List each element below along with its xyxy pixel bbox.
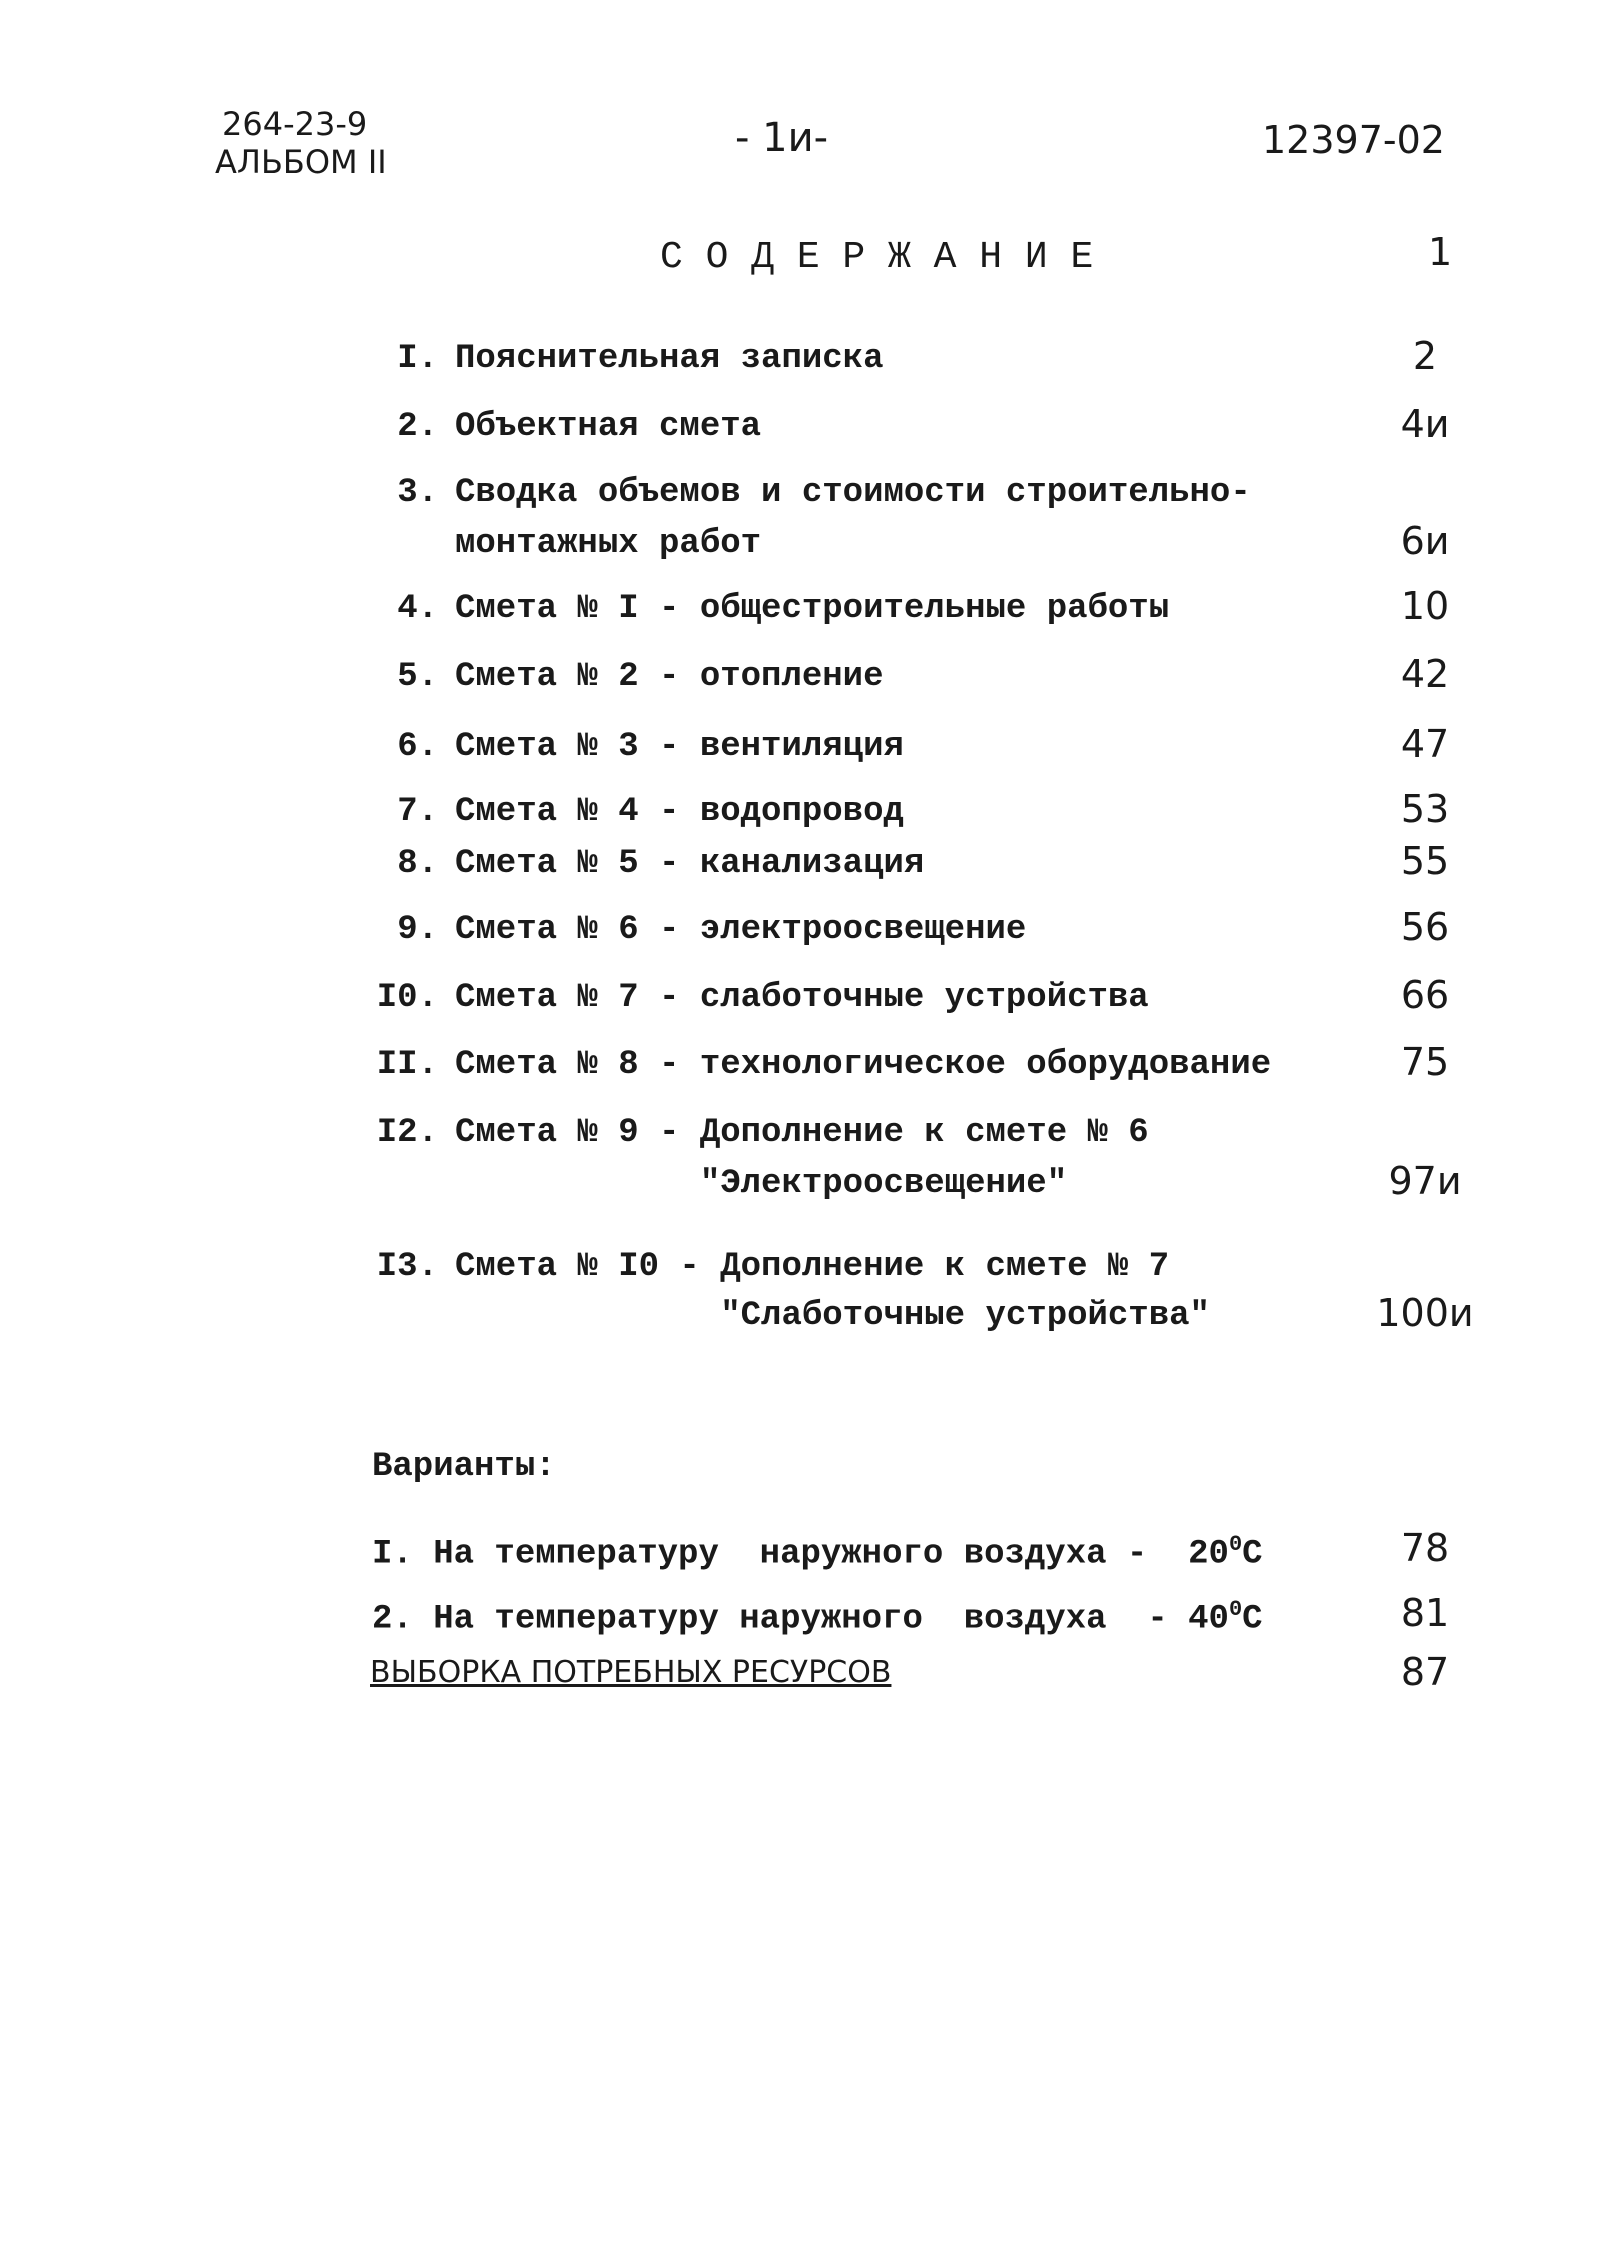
album-label: АЛЬБОМ II <box>215 143 387 181</box>
toc-item-title: Смета № 4 - водопровод <box>455 793 904 831</box>
toc-item-title: Объектная смета <box>455 408 762 446</box>
toc-item-number: 5. <box>397 658 438 696</box>
variant-page: 81 <box>1400 1591 1450 1635</box>
variants-heading: Варианты: <box>372 1448 556 1486</box>
toc-item-page: 42 <box>1400 652 1450 696</box>
toc-item-page: 66 <box>1400 973 1450 1017</box>
toc-item-page: 100и <box>1376 1291 1474 1335</box>
toc-item-page: 55 <box>1400 839 1450 883</box>
toc-item-title: Смета № I0 - Дополнение к смете № 7 <box>455 1248 1170 1286</box>
toc-item-title: "Электроосвещение" <box>455 1165 1068 1203</box>
toc-item-number: 8. <box>397 845 438 883</box>
toc-item-number: 7. <box>397 793 438 831</box>
toc-item-title: Смета № 9 - Дополнение к смете № 6 <box>455 1114 1149 1152</box>
toc-item-page: 6и <box>1400 519 1450 563</box>
toc-item-page: 47 <box>1400 722 1450 766</box>
page-title: С О Д Е Р Ж А Н И Е <box>660 236 1094 279</box>
document-number: 12397-02 <box>1262 118 1445 162</box>
degree-mark: 0 <box>1228 1597 1243 1622</box>
toc-item-number: 9. <box>397 911 438 949</box>
doc-code: 264-23-9 <box>222 105 368 143</box>
toc-item-number: 3. <box>397 474 438 512</box>
toc-item-page: 75 <box>1400 1040 1450 1084</box>
toc-item-title: Смета № 2 - отопление <box>455 658 884 696</box>
variant-text: 2. На температуру наружного воздуха - 40 <box>372 1600 1229 1639</box>
page-number: - 1и- <box>735 115 829 161</box>
toc-item-page: 53 <box>1400 787 1450 831</box>
toc-item-title: Смета № 7 - слаботочные устройства <box>455 979 1149 1017</box>
degree-mark: 0 <box>1228 1532 1243 1557</box>
toc-item-title: Сводка объемов и стоимости строительно- <box>455 474 1251 512</box>
variant-unit: С <box>1242 1535 1263 1574</box>
toc-item-title: Смета № 3 - вентиляция <box>455 728 904 766</box>
toc-item-page: 4и <box>1400 402 1450 446</box>
toc-item-title: "Слаботочные устройства" <box>455 1297 1210 1335</box>
toc-item-number: I2. <box>376 1114 438 1152</box>
toc-item-title: Смета № 8 - технологическое оборудование <box>455 1046 1272 1084</box>
toc-item-title: Смета № 6 - электроосвещение <box>455 911 1027 949</box>
toc-item-title: Смета № 5 - канализация <box>455 845 925 883</box>
title-page-ref: 1 <box>1428 230 1453 274</box>
toc-item-title: монтажных работ <box>455 525 762 563</box>
toc-item-number: I3. <box>376 1248 438 1286</box>
resources-entry: ВЫБОРКА ПОТРЕБНЫХ РЕСУРСОВ <box>370 1655 892 1690</box>
resources-page: 87 <box>1400 1650 1450 1694</box>
toc-item-number: 6. <box>397 728 438 766</box>
toc-item-number: I0. <box>376 979 438 1017</box>
toc-item-number: I. <box>397 340 438 378</box>
toc-item-page: 2 <box>1412 334 1438 378</box>
toc-item-number: II. <box>376 1046 438 1084</box>
toc-item-page: 10 <box>1400 584 1450 628</box>
toc-item-page: 97и <box>1388 1159 1462 1203</box>
toc-item-title: Пояснительная записка <box>455 340 884 378</box>
variant-page: 78 <box>1400 1526 1450 1570</box>
toc-item-number: 4. <box>397 590 438 628</box>
toc-item-page: 56 <box>1400 905 1450 949</box>
toc-item-number: 2. <box>397 408 438 446</box>
variant-text: I. На температуру наружного воздуха - 20 <box>372 1535 1229 1574</box>
variant-unit: С <box>1242 1600 1263 1639</box>
toc-item-title: Смета № I - общестроительные работы <box>455 590 1170 628</box>
